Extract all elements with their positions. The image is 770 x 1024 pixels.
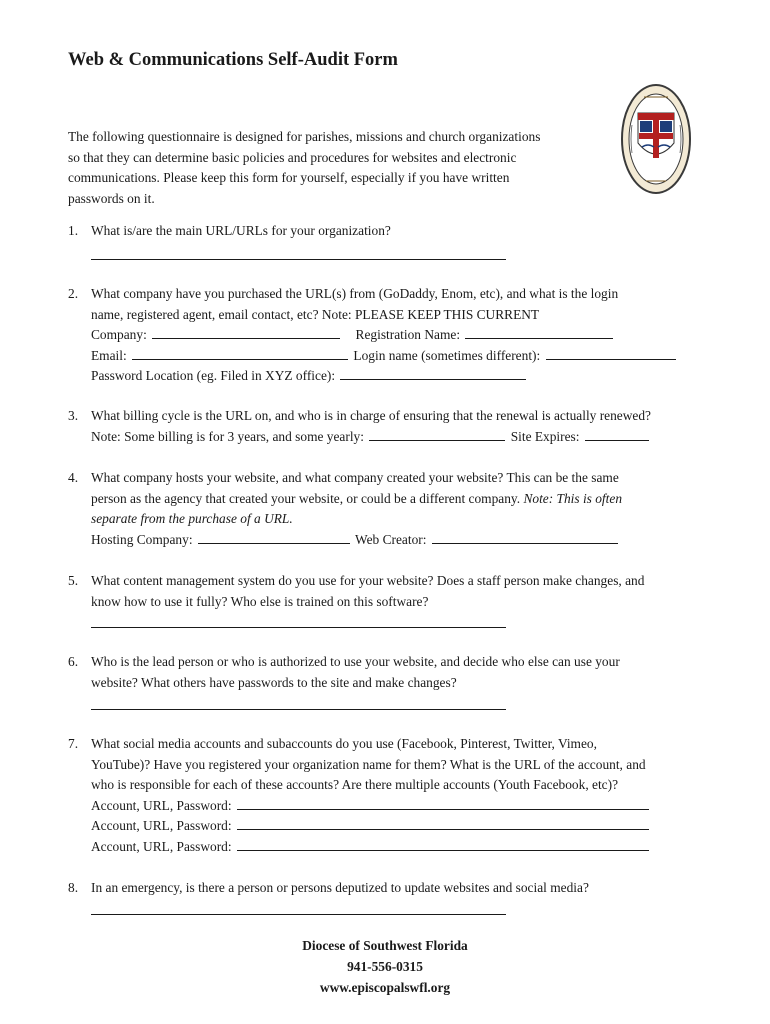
question-number: 2. <box>68 286 79 301</box>
q6-answer-line[interactable] <box>91 709 506 710</box>
question-text: person as the agency that created your website, or could be a different company. <box>91 490 524 506</box>
intro-line: The following questionnaire is designed for parishes, missions and church organizations <box>68 129 541 144</box>
question-5 <box>68 571 738 612</box>
diocese-seal-logo <box>620 83 692 195</box>
question-number: 4. <box>68 470 79 485</box>
question-number: 7. <box>68 736 79 751</box>
account-field[interactable] <box>237 816 649 830</box>
question-text: What company hosts your website, and what company created your website? This can be the same <box>91 470 619 485</box>
question-number: 6. <box>68 654 79 669</box>
form-title: Web & Communications Self-Audit Form <box>68 50 398 70</box>
question-text: What content management system do you use for your website? Does a staff person make changes, and <box>91 573 645 588</box>
question-note: separate from the purchase of a URL. <box>91 511 293 527</box>
question-text: What billing cycle is the URL on, and who is in charge of ensuring that the renewal is actually renewed? <box>91 408 651 423</box>
intro-line: passwords on it. <box>68 190 155 206</box>
web-creator-field[interactable] <box>432 530 618 544</box>
question-text: What is/are the main URL/URLs for your organization? <box>91 223 391 238</box>
site-expires-label: Site Expires: <box>510 428 580 444</box>
question-text: In an emergency, is there a person or persons deputized to update websites and social media? <box>91 880 589 895</box>
question-text: website? What others have passwords to the site and make changes? <box>91 674 457 690</box>
registration-name-field[interactable] <box>465 325 613 339</box>
email-label: Email: <box>91 347 127 363</box>
question-number: 8. <box>68 880 79 895</box>
footer <box>0 935 770 998</box>
question-text: What company have you purchased the URL(s) from (GoDaddy, Enom, etc), and what is the login <box>91 286 619 301</box>
intro-paragraph <box>68 127 613 209</box>
question-text: who is responsible for each of these accounts? Are there multiple accounts (Youth Facebook, etc)? <box>91 777 619 793</box>
q8-answer-line[interactable] <box>91 914 506 915</box>
account-field[interactable] <box>237 837 649 851</box>
footer-website[interactable]: www.episcopalswfl.org <box>319 980 451 995</box>
question-text: name, registered agent, email contact, etc? Note: PLEASE KEEP THIS CURRENT <box>91 306 540 322</box>
question-text: Who is the lead person or who is authorized to use your website, and decide who else can use your <box>91 654 620 669</box>
login-name-field[interactable] <box>546 346 676 360</box>
question-number: 3. <box>68 408 79 423</box>
password-location-label: Password Location (eg. Filed in XYZ office): <box>91 368 336 384</box>
question-text: What social media accounts and subaccounts do you use (Facebook, Pinterest, Twitter, Vimeo, <box>91 736 597 751</box>
billing-note-label: Note: Some billing is for 3 years, and some yearly: <box>91 428 364 444</box>
registration-name-label: Registration Name: <box>355 327 461 343</box>
login-name-label: Login name (sometimes different): <box>353 347 541 363</box>
site-expires-field[interactable] <box>585 427 649 441</box>
question-1 <box>68 221 738 242</box>
question-text: YouTube)? Have you registered your organization name for them? What is the URL of the account, and <box>91 756 646 772</box>
question-number: 5. <box>68 573 79 588</box>
company-field[interactable] <box>152 325 340 339</box>
account-label: Account, URL, Password: <box>91 797 232 813</box>
intro-line: communications. Please keep this form for yourself, especially if you have written <box>68 170 510 186</box>
billing-cycle-field[interactable] <box>369 427 505 441</box>
q5-answer-line[interactable] <box>91 627 506 628</box>
intro-line: so that they can determine basic policies and procedures for websites and electronic <box>68 149 517 165</box>
web-creator-label: Web Creator: <box>355 531 427 547</box>
question-4 <box>68 468 738 550</box>
email-field[interactable] <box>132 346 348 360</box>
account-label: Account, URL, Password: <box>91 818 232 834</box>
company-label: Company: <box>91 327 147 343</box>
hosting-company-field[interactable] <box>198 530 350 544</box>
question-number: 1. <box>68 223 79 238</box>
hosting-company-label: Hosting Company: <box>91 531 193 547</box>
question-3 <box>68 406 738 447</box>
question-8 <box>68 878 738 899</box>
account-field[interactable] <box>237 796 649 810</box>
question-note: Note: This is often <box>523 490 623 506</box>
password-location-field[interactable] <box>340 366 526 380</box>
footer-org-name: Diocese of Southwest Florida <box>302 938 468 953</box>
footer-phone: 941-556-0315 <box>347 959 423 974</box>
question-7 <box>68 734 738 858</box>
account-label: Account, URL, Password: <box>91 838 232 854</box>
question-text: know how to use it fully? Who else is trained on this software? <box>91 593 429 609</box>
q1-answer-line[interactable] <box>91 259 506 260</box>
question-6 <box>68 652 738 693</box>
question-2 <box>68 284 738 387</box>
